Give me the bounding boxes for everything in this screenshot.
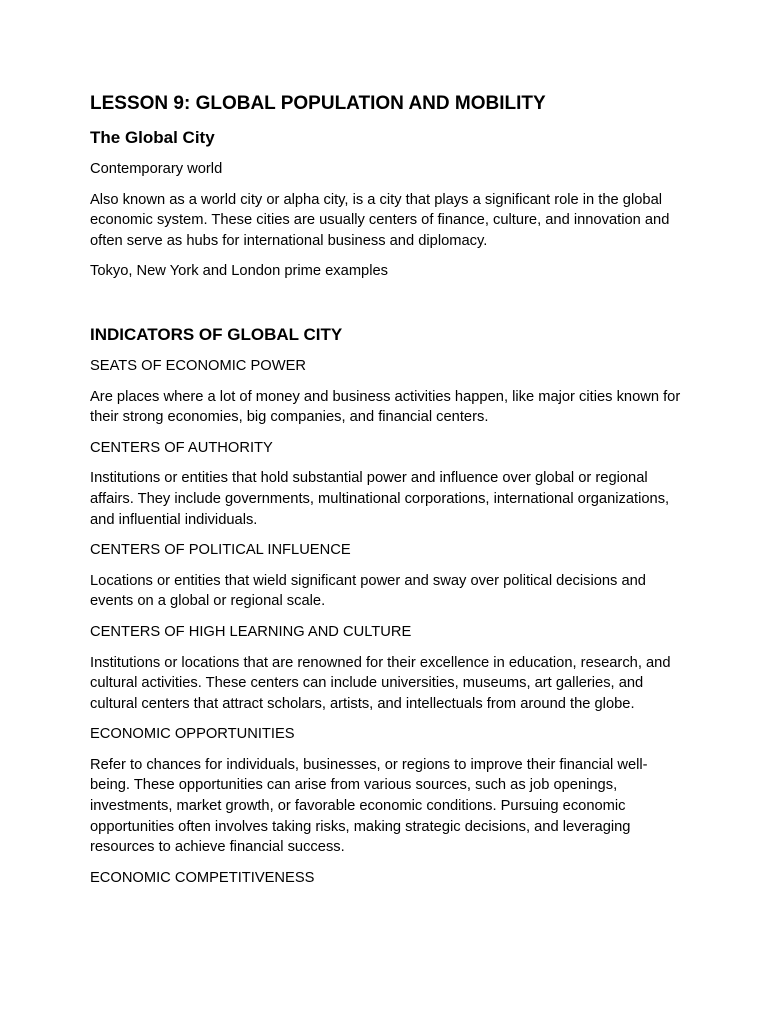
document-page bbox=[90, 91, 682, 898]
lesson-title: LESSON 9: GLOBAL POPULATION AND MOBILITY bbox=[90, 93, 546, 114]
indicator-title: CENTERS OF HIGH LEARNING AND CULTURE bbox=[90, 623, 412, 640]
section-title: The Global City bbox=[90, 128, 215, 147]
indicator-title: CENTERS OF AUTHORITY bbox=[90, 439, 273, 456]
indicators-heading: INDICATORS OF GLOBAL CITY bbox=[90, 324, 343, 344]
intro-paragraph: Also known as a world city or alpha city, is a city that plays a significant role in the global economic system. These cities are usually centers of finance, culture, and innovation and often serve as hubs for international business and diplomacy. bbox=[90, 191, 670, 249]
intro-label: Contemporary world bbox=[90, 161, 223, 177]
indicator-description: Institutions or locations that are renowned for their excellence in education, research, and cultural activities. These centers can include universities, museums, art galleries, and cultural centers that attract scholars, artists, and intellectuals from around the globe. bbox=[90, 654, 671, 712]
indicator-description: Locations or entities that wield significant power and sway over political decisions and events on a global or regional scale. bbox=[90, 572, 646, 610]
indicator-title: ECONOMIC OPPORTUNITIES bbox=[90, 726, 295, 743]
indicator-title: SEATS OF ECONOMIC POWER bbox=[90, 357, 306, 374]
indicator-description: Are places where a lot of money and business activities happen, like major cities known for their strong economies, big companies, and financial centers. bbox=[90, 388, 681, 426]
indicator-description: Institutions or entities that hold substantial power and influence over global or regional affairs. They include governments, multinational corporations, international organizations, and influential individuals. bbox=[90, 470, 670, 528]
indicator-title: CENTERS OF POLITICAL INFLUENCE bbox=[90, 542, 351, 559]
indicator-description: Refer to chances for individuals, businesses, or regions to improve their financial well-being. These opportunities can arise from various sources, such as job openings, investments, market growth, or favorable economic conditions. Pursuing economic opportunities often involves taking risks, making strategic decisions, and leveraging resources to achieve financial success. bbox=[90, 756, 648, 856]
indicator-title: ECONOMIC COMPETITIVENESS bbox=[90, 869, 315, 886]
section-spacer bbox=[90, 292, 682, 324]
examples-text: Tokyo, New York and London prime examples bbox=[90, 263, 388, 280]
